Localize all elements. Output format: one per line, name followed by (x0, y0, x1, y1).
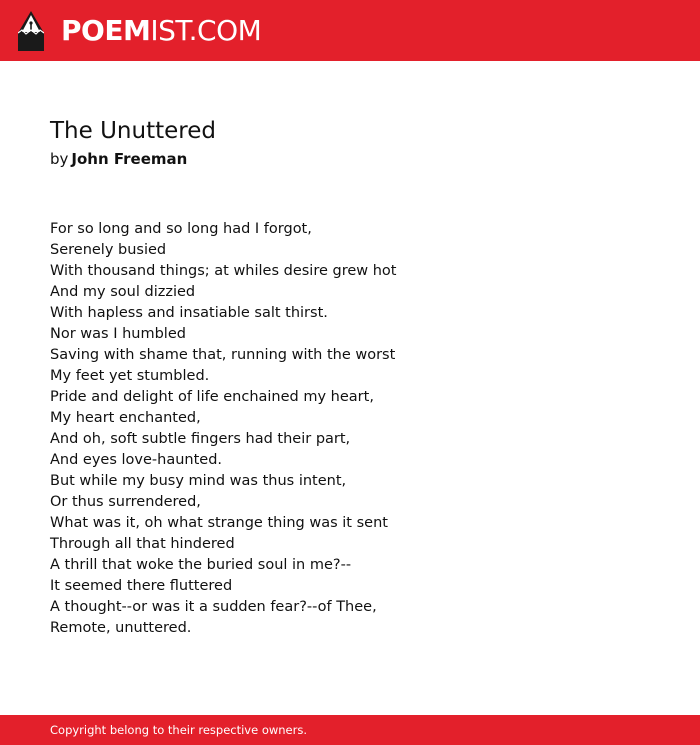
poem-author: John Freeman (71, 150, 188, 168)
poem-line: And my soul dizzied (50, 284, 196, 300)
poem-line: And oh, soft subtle fingers had their part, (50, 431, 351, 447)
poem-line: It seemed there fluttered (50, 578, 233, 594)
poem-line: Pride and delight of life enchained my heart, (50, 389, 374, 405)
site-header (0, 0, 700, 61)
poem-line: Nor was I humbled (50, 326, 186, 342)
poem-line: Saving with shame that, running with the worst (50, 347, 396, 363)
poem-line: With thousand things; at whiles desire grew hot (50, 263, 397, 279)
poem-line: A thrill that woke the buried soul in me?-- (50, 557, 352, 573)
pen-nib-icon (18, 11, 44, 51)
site-logo-link[interactable] (18, 11, 261, 51)
site-logo-text (61, 13, 262, 47)
poem-line: My feet yet stumbled. (50, 368, 210, 384)
byline-label: by (50, 150, 69, 168)
poem-line: Through all that hindered (50, 536, 235, 552)
poem-line: Serenely busied (50, 242, 167, 258)
poem-line: With hapless and insatiable salt thirst. (50, 305, 328, 321)
poem-line: Remote, unuttered. (50, 620, 192, 636)
logo-text-light: IST.COM (150, 13, 262, 47)
poem-line: Or thus surrendered, (50, 494, 201, 510)
poem-title: The Unuttered (50, 118, 216, 144)
poem-body (50, 219, 650, 639)
poem-byline (50, 148, 650, 170)
poem-line: My heart enchanted, (50, 410, 201, 426)
poem-line: For so long and so long had I forgot, (50, 221, 312, 237)
site-footer (0, 715, 700, 745)
poem-line: What was it, oh what strange thing was it sent (50, 515, 388, 531)
copyright-text: Copyright belong to their respective owners. (50, 723, 308, 737)
poem-line: And eyes love-haunted. (50, 452, 223, 468)
poem-line: But while my busy mind was thus intent, (50, 473, 347, 489)
poem-line: A thought--or was it a sudden fear?--of Thee, (50, 599, 377, 615)
logo-text-bold: POEM (61, 13, 151, 47)
poem-content (50, 116, 650, 639)
